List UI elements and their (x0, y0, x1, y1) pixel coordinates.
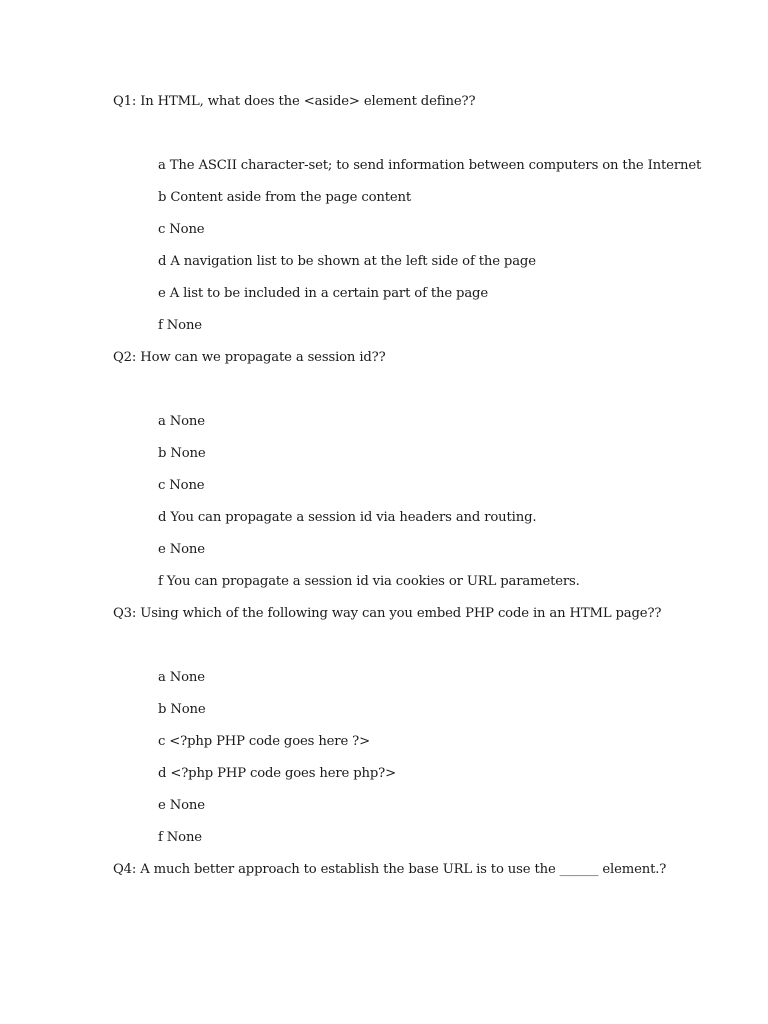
q3-option-e: e None (158, 798, 205, 813)
q2-option-d: d You can propagate a session id via headers and routing. (158, 510, 537, 525)
question-4: Q4: A much better approach to establish the base URL is to use the ______ element.? (113, 862, 667, 877)
q2-option-c: c None (158, 478, 205, 493)
q2-option-e: e None (158, 542, 205, 557)
q1-option-b: b Content aside from the page content (158, 190, 412, 205)
question-3: Q3: Using which of the following way can you embed PHP code in an HTML page?? (113, 606, 662, 621)
q3-option-f: f None (158, 830, 202, 845)
q2-option-b: b None (158, 446, 206, 461)
q3-option-c: c <?php PHP code goes here ?> (158, 734, 370, 749)
question-2: Q2: How can we propagate a session id?? (113, 350, 386, 365)
q3-option-a: a None (158, 670, 205, 685)
q3-option-b: b None (158, 702, 206, 717)
question-1: Q1: In HTML, what does the <aside> element define?? (113, 94, 476, 109)
q3-option-d: d <?php PHP code goes here php?> (158, 766, 396, 781)
q1-option-d: d A navigation list to be shown at the left side of the page (158, 254, 536, 269)
q1-option-e: e A list to be included in a certain part of the page (158, 286, 488, 301)
q1-option-a: a The ASCII character-set; to send information between computers on the Internet (158, 158, 702, 173)
q1-option-c: c None (158, 222, 205, 237)
q2-option-a: a None (158, 414, 205, 429)
q2-option-f: f You can propagate a session id via cookies or URL parameters. (158, 574, 580, 589)
q1-option-f: f None (158, 318, 202, 333)
